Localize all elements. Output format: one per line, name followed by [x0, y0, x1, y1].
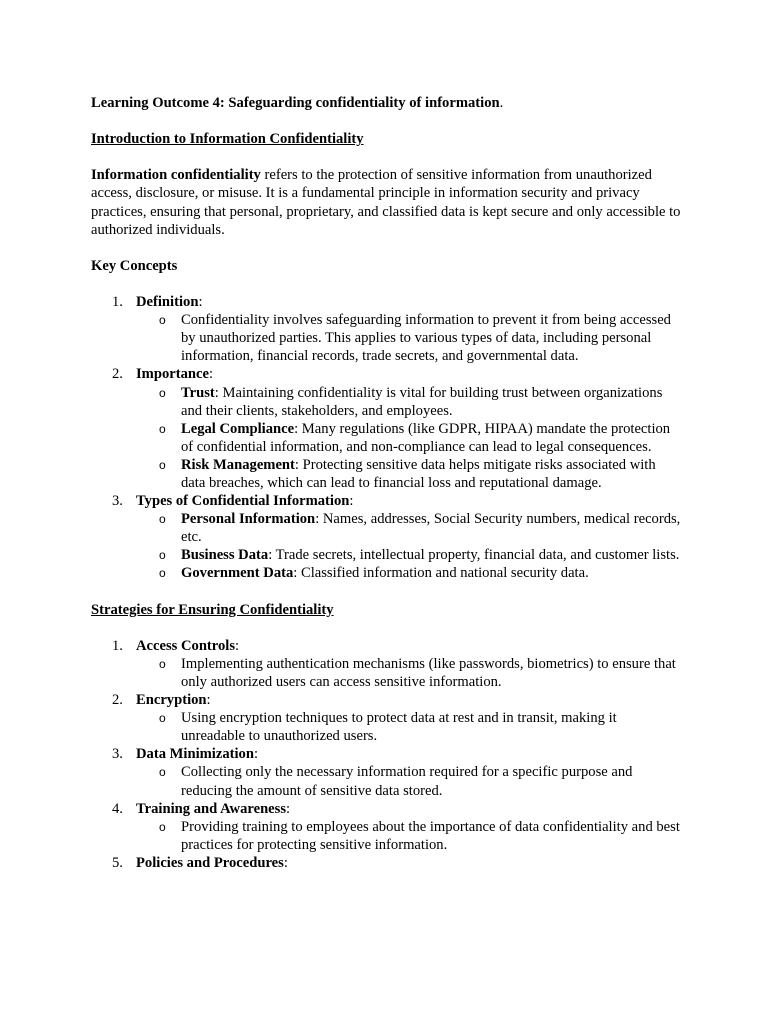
- sub-bullet-list: [136, 510, 681, 582]
- bullet-term: Personal Information: [181, 511, 316, 528]
- document-page: [91, 94, 681, 890]
- document-title: [91, 94, 681, 112]
- bullet-text: : Trade secrets, intellectual property, financial data, and customer lists.: [268, 547, 680, 564]
- list-item-label: Training and Awareness: [136, 800, 287, 817]
- list-number: 5.: [112, 854, 123, 871]
- bullet-circle-icon: o: [159, 548, 166, 563]
- sub-bullet-item: [136, 510, 681, 546]
- list-item-label: Definition: [136, 294, 199, 311]
- bullet-circle-icon: o: [159, 765, 166, 780]
- intro-heading: Introduction to Information Confidentiality: [91, 131, 364, 148]
- sub-bullet-list: [136, 655, 681, 691]
- bullet-text: Confidentiality involves safeguarding information to prevent it from being accessed by unauthorized parties. This applies to various types of data, including personal information, financial records, trade secrets, and governmental data.: [181, 312, 671, 365]
- list-item-colon: :: [286, 800, 291, 817]
- key-concepts-list: [91, 293, 681, 583]
- sub-bullet-item: [136, 384, 681, 420]
- bullet-text: : Maintaining confidentiality is vital for building trust between organizations and their clients, stakeholders, and employees.: [181, 384, 663, 419]
- strategy-item: [91, 637, 681, 691]
- intro-paragraph: [91, 166, 681, 238]
- list-item-label: Types of Confidential Information: [136, 493, 350, 510]
- bullet-term: Government Data: [181, 565, 294, 582]
- bullet-circle-icon: o: [159, 313, 166, 328]
- bullet-text: : Protecting sensitive data helps mitigate risks associated with data breaches, which can lead to financial loss and reputational damage.: [181, 456, 656, 491]
- bullet-text: Implementing authentication mechanisms (like passwords, biometrics) to ensure that only authorized users can access sensitive information.: [181, 655, 676, 690]
- sub-bullet-item: [136, 763, 681, 799]
- intro-text: refers to the protection of sensitive information from unauthorized access, disclosure, or misuse. It is a fundamental principle in information security and privacy practices, ensuring that personal, proprietary, and classified data is kept secure and only accessible to authorized individuals.: [91, 167, 681, 238]
- sub-bullet-item: [136, 546, 681, 564]
- list-item-colon: :: [208, 366, 214, 383]
- sub-bullet-item: [136, 655, 681, 691]
- bullet-text: : Classified information and national security data.: [293, 565, 589, 582]
- strategy-item: [91, 745, 681, 799]
- bullet-circle-icon: o: [159, 656, 166, 671]
- bullet-circle-icon: o: [159, 421, 166, 436]
- bullet-text: : Names, addresses, Social Security numbers, medical records, etc.: [181, 511, 681, 546]
- title-period: .: [499, 95, 504, 111]
- list-item-label: Data Minimization: [136, 746, 254, 763]
- list-number: 2.: [112, 692, 123, 709]
- bullet-text: : Many regulations (like GDPR, HIPAA) mandate the protection of confidential information, and non-compliance can lead to legal consequences.: [181, 420, 671, 455]
- bullet-circle-icon: o: [159, 457, 166, 472]
- list-number: 4.: [112, 800, 123, 817]
- title-text: Learning Outcome 4: Safeguarding confidentiality of information: [91, 95, 500, 111]
- list-item-colon: :: [349, 493, 354, 510]
- bullet-term: Trust: [181, 384, 215, 401]
- strategies-heading: Strategies for Ensuring Confidentiality: [91, 601, 334, 618]
- list-item-colon: :: [283, 854, 288, 871]
- key-concept-item: [91, 365, 681, 492]
- list-number: 1.: [112, 294, 123, 311]
- list-item-label: Access Controls: [136, 637, 236, 654]
- strategy-item: [91, 800, 681, 854]
- sub-bullet-list: [136, 311, 681, 365]
- intro-term: Information confidentiality: [91, 167, 261, 184]
- sub-bullet-item: [136, 709, 681, 745]
- key-concepts-heading: Key Concepts: [91, 257, 178, 274]
- bullet-term: Legal Compliance: [181, 420, 295, 437]
- list-item-colon: :: [253, 746, 259, 763]
- sub-bullet-list: [136, 763, 681, 799]
- bullet-term: Business Data: [181, 547, 269, 564]
- sub-bullet-item: [136, 818, 681, 854]
- sub-bullet-list: [136, 709, 681, 745]
- sub-bullet-list: [136, 384, 681, 493]
- list-item-colon: :: [198, 294, 203, 311]
- list-number: 3.: [112, 746, 123, 763]
- strategy-item: [91, 854, 681, 872]
- list-number: 1.: [112, 637, 123, 654]
- bullet-term: Risk Management: [181, 456, 295, 473]
- sub-bullet-item: [136, 456, 681, 492]
- sub-bullet-item: [136, 564, 681, 582]
- bullet-text: Using encryption techniques to protect data at rest and in transit, making it unreadable to unauthorized users.: [181, 710, 617, 745]
- list-item-colon: :: [206, 692, 211, 709]
- list-number: 2.: [112, 366, 123, 383]
- sub-bullet-list: [136, 818, 681, 854]
- list-item-label: Encryption: [136, 692, 207, 709]
- sub-bullet-item: [136, 311, 681, 365]
- bullet-circle-icon: o: [159, 566, 166, 581]
- list-item-label: Policies and Procedures: [136, 854, 284, 871]
- bullet-text: Providing training to employees about the importance of data confidentiality and best practices for protecting sensitive information.: [181, 818, 680, 853]
- strategy-item: [91, 691, 681, 745]
- strategies-list: [91, 637, 681, 872]
- list-item-label: Importance: [136, 366, 209, 383]
- bullet-circle-icon: o: [159, 385, 166, 400]
- bullet-circle-icon: o: [159, 711, 166, 726]
- key-concept-item: [91, 492, 681, 582]
- list-number: 3.: [112, 493, 123, 510]
- key-concept-item: [91, 293, 681, 365]
- bullet-circle-icon: o: [159, 512, 166, 527]
- bullet-text: Collecting only the necessary information required for a specific purpose and reducing the amount of sensitive data stored.: [181, 764, 633, 799]
- sub-bullet-item: [136, 420, 681, 456]
- list-item-colon: :: [235, 637, 240, 654]
- bullet-circle-icon: o: [159, 819, 166, 834]
